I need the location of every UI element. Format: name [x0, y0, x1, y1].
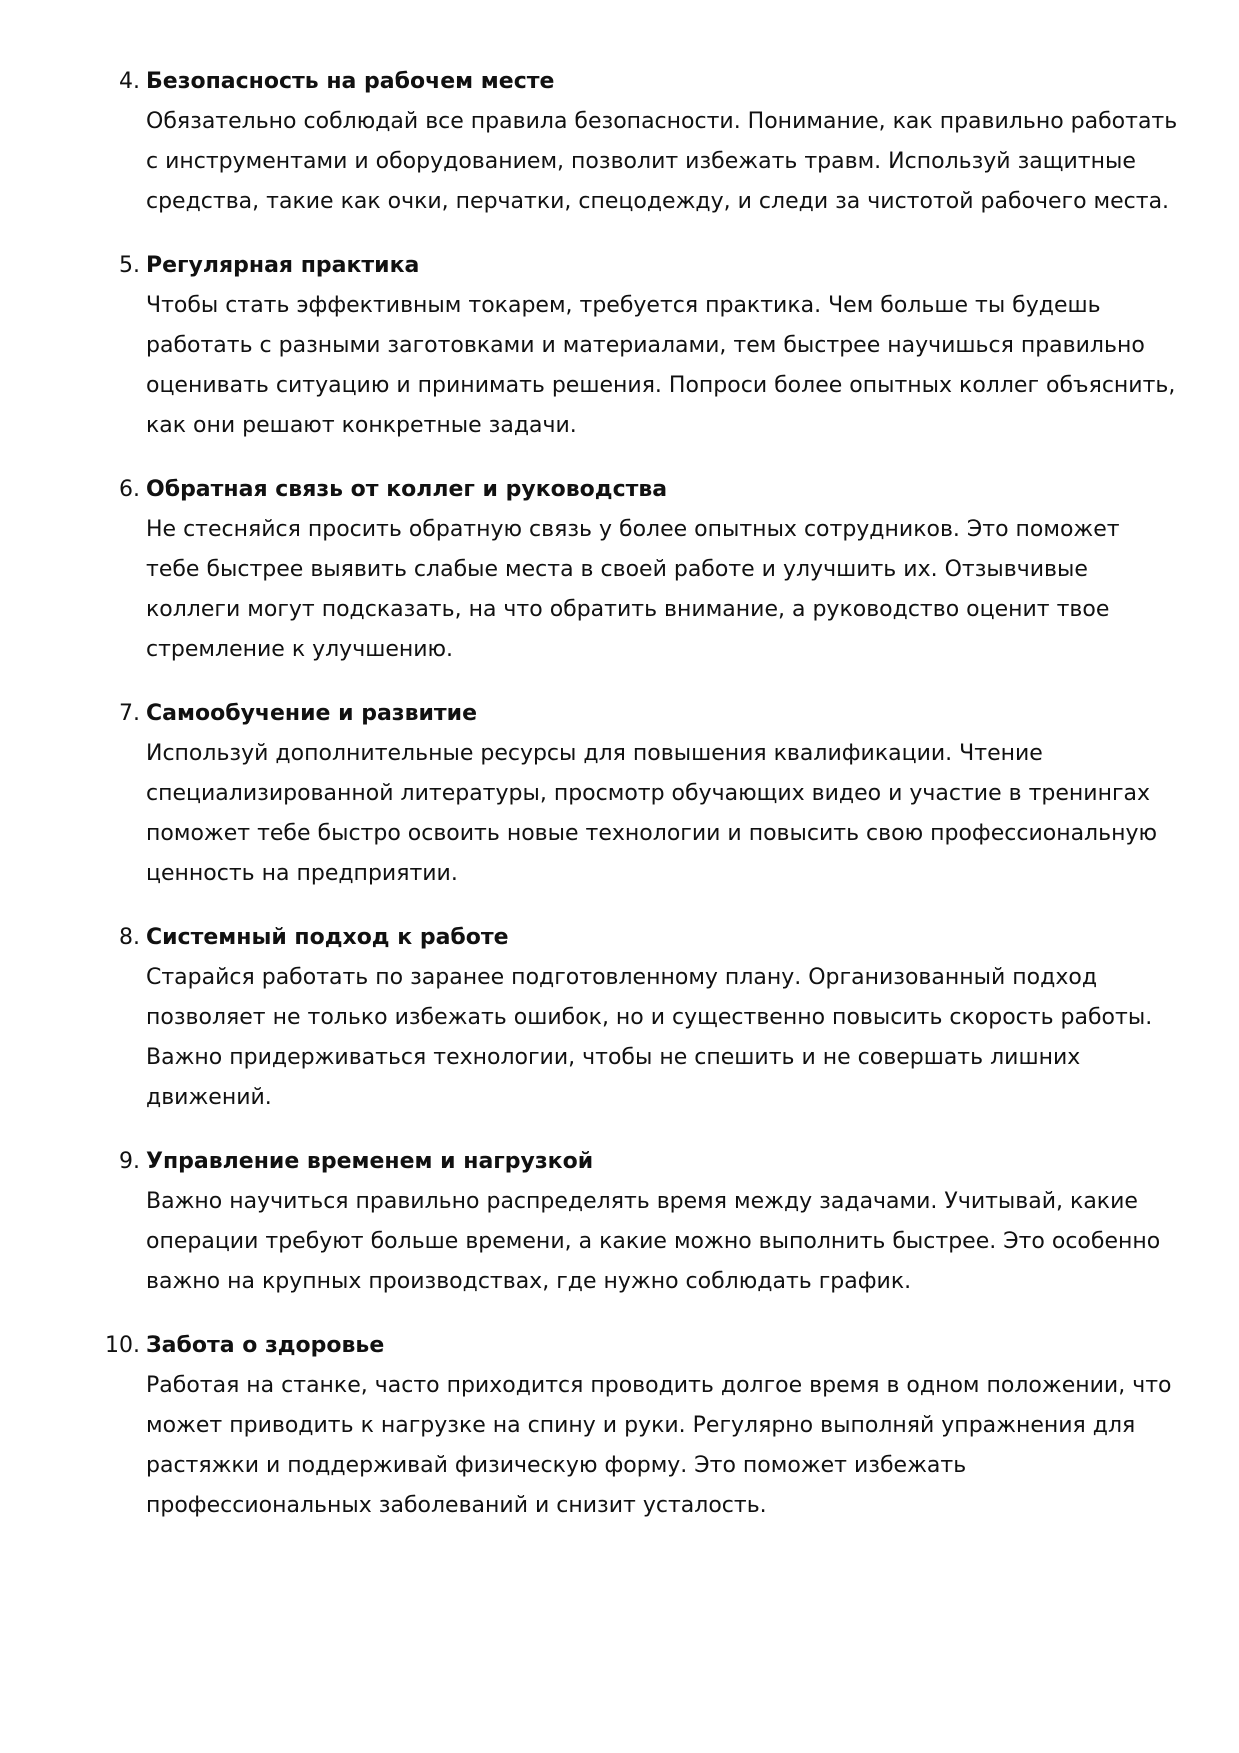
item-text: Обязательно соблюдай все правила безопасности. Понимание, как правильно работать с инструментами и оборудованием, позволит избежать травм. Используй защитные средства, такие как очки, перчатки, спецодежду, и следи за чистотой рабочего места.	[146, 109, 1178, 214]
item-text: Важно научиться правильно распределять время между задачами. Учитывай, какие операции требуют больше времени, а какие можно выполнить быстрее. Это особенно важно на крупных производствах, где нужно соблюдать график.	[146, 1189, 1161, 1294]
tips-list	[104, 62, 1179, 1526]
item-title: Системный подход к работе	[146, 925, 509, 950]
list-item	[104, 470, 1179, 670]
item-number: 4.	[119, 69, 140, 94]
list-item	[104, 246, 1179, 446]
list-item	[104, 1326, 1179, 1526]
item-title: Самообучение и развитие	[146, 701, 477, 726]
item-text: Используй дополнительные ресурсы для повышения квалификации. Чтение специализированной литературы, просмотр обучающих видео и участие в тренингах поможет тебе быстро освоить новые технологии и повысить свою профессиональную ценность на предприятии.	[146, 741, 1158, 886]
item-number: 7.	[119, 701, 140, 726]
item-text: Чтобы стать эффективным токарем, требуется практика. Чем больше ты будешь работать с разными заготовками и материалами, тем быстрее научишься правильно оценивать ситуацию и принимать решения. Попроси более опытных коллег объяснить, как они решают конкретные задачи.	[146, 293, 1176, 438]
list-item	[104, 694, 1179, 894]
list-item	[104, 1142, 1179, 1302]
item-number: 8.	[119, 925, 140, 950]
item-text: Старайся работать по заранее подготовленному плану. Организованный подход позволяет не только избежать ошибок, но и существенно повысить скорость работы. Важно придерживаться технологии, чтобы не спешить и не совершать лишних движений.	[146, 965, 1153, 1110]
item-text: Работая на станке, часто приходится проводить долгое время в одном положении, что может приводить к нагрузке на спину и руки. Регулярно выполняй упражнения для растяжки и поддерживай физическую форму. Это поможет избежать профессиональных заболеваний и снизит усталость.	[146, 1373, 1172, 1518]
item-number: 9.	[119, 1149, 140, 1174]
item-title: Забота о здоровье	[146, 1333, 385, 1358]
item-number: 6.	[119, 477, 140, 502]
item-title: Регулярная практика	[146, 253, 420, 278]
item-number: 5.	[119, 253, 140, 278]
item-text: Не стесняйся просить обратную связь у более опытных сотрудников. Это поможет тебе быстрее выявить слабые места в своей работе и улучшить их. Отзывчивые коллеги могут подсказать, на что обратить внимание, а руководство оценит твое стремление к улучшению.	[146, 517, 1120, 662]
item-number: 10.	[105, 1333, 140, 1358]
list-item	[104, 918, 1179, 1118]
item-title: Безопасность на рабочем месте	[146, 69, 555, 94]
item-title: Управление временем и нагрузкой	[146, 1149, 594, 1174]
list-item	[104, 62, 1179, 222]
item-title: Обратная связь от коллег и руководства	[146, 477, 668, 502]
